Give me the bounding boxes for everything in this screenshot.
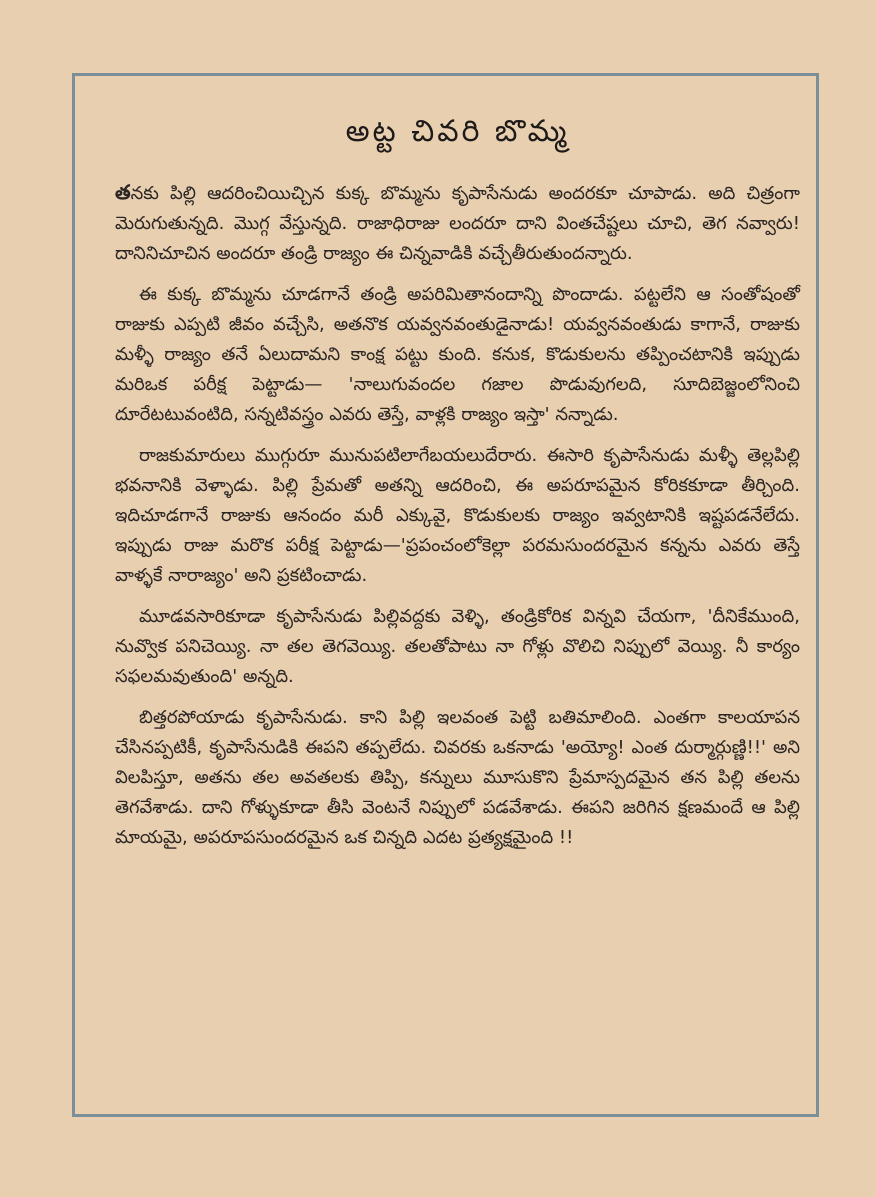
story-paragraph-1: తనకు పిల్లి ఆదరించియిచ్చిన కుక్క బొమ్మను కృపాసేనుడు అందరకూ చూపాడు. అది చిత్రంగా మెరుగుతున్నది. మొగ్గ వేస్తున్నది. రాజాధిరాజు లందరూ దాని వింతచేష్టలు చూచి, తెగ నవ్వారు! దానినిచూచిన అందరూ తండ్రి రాజ్యం ఈ చిన్నవాడికి వచ్చేతీరుతుందన్నారు. <box>115 180 800 264</box>
story-paragraph-3: రాజకుమారులు ముగ్గురూ మునుపటిలాగేబయలుదేరారు. ఈసారి కృపాసేనుడు మళ్ళీ తెల్లపిల్లి భవనానికి వెళ్ళాడు. పిల్లి ప్రేమతో అతన్ని ఆదరించి, ఈ అపరూపమైన కోరికకూడా తీర్చింది. ఇదిచూడగానే రాజుకు ఆనందం మరీ ఎక్కువై, కొడుకులకు రాజ్యం ఇవ్వటానికి ఇష్టపడనేలేదు. ఇప్పుడు రాజు మరొక పరీక్ష పెట్టాడు—'ప్రపంచంలోకెల్లా పరమసుందరమైన కన్నను ఎవరు తెస్తే వాళ్ళకే నారాజ్యం' అని ప్రకటించాడు. <box>115 445 800 586</box>
story-paragraph-4: మూడవసారికూడా కృపాసేనుడు పిల్లివద్దకు వెళ్ళి, తండ్రికోరిక విన్నవి చేయగా, 'దీనికేముంది, నువ్వొక పనిచెయ్యి. నా తల తెగవెయ్యి. తలతోపాటు నా గోళ్లు వొలిచి నిప్పులో వెయ్యి. నీ కార్యం సఫలమవుతుంది' అన్నది. <box>115 606 800 687</box>
story-body <box>115 110 800 864</box>
story-paragraph-2: ఈ కుక్క బొమ్మను చూడగానే తండ్రి అపరిమితానందాన్ని పొందాడు. పట్టలేని ఆ సంతోషంతో రాజుకు ఎప్పటి జీవం వచ్చేసి, అతనొక యవ్వనవంతుడైనాడు! యవ్వనవంతుడు కాగానే, రాజుకు మళ్ళీ రాజ్యం తనే ఏలుదామని కాంక్ష పట్టు కుంది. కనుక, కొడుకులను తప్పించటానికి ఇప్పుడు మరిఒక పరీక్ష పెట్టాడు— 'నాలుగువందల గజాల పొడువుగలది, సూదిబెజ్జంలోనించి దూరేటటువంటిది, సన్నటివస్త్రం ఎవరు తెస్తే, వాళ్లకి రాజ్యం ఇస్తా' నన్నాడు. <box>115 284 800 425</box>
story-paragraph-5: బిత్తరపోయాడు కృపాసేనుడు. కాని పిల్లి ఇలవంత పెట్టి బతిమాలింది. ఎంతగా కాలయాపన చేసినప్పటికీ, కృపాసేనుడికి ఈపని తప్పలేదు. చివరకు ఒకనాడు 'అయ్యో! ఎంత దుర్మార్గుణ్ణి!!' అని విలపిస్తూ, అతను తల అవతలకు తిప్పి, కన్నులు మూసుకొని ప్రేమాస్పదమైన తన పిల్లి తలను తెగవేశాడు. దాని గోళ్ళుకూడా తీసి వెంటనే నిప్పులో పడవేశాడు. ఈపని జరిగిన క్షణమందే ఆ పిల్లి మాయమై, అపరూపసుందరమైన ఒక చిన్నది ఎదట ప్రత్యక్షమైంది !! <box>115 707 800 848</box>
story-title: అట్ట చివరి బొమ్మ <box>345 114 570 149</box>
